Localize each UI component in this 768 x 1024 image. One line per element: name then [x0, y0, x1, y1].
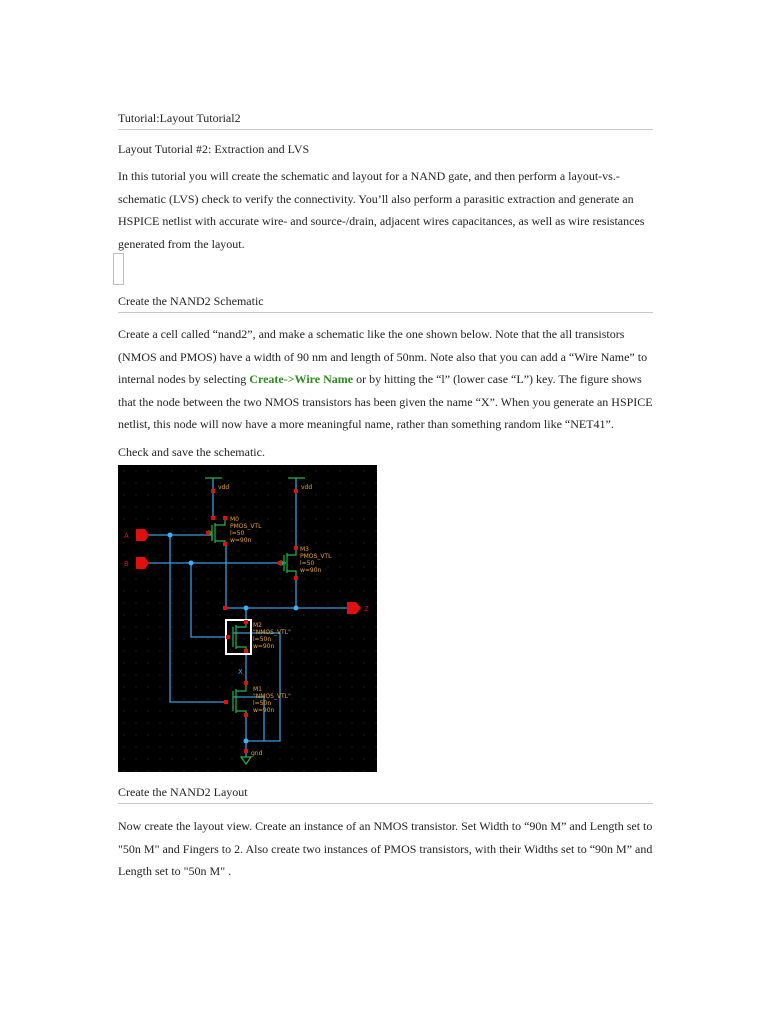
- pin-a-label: A: [124, 532, 129, 540]
- schematic-grid: [118, 465, 377, 772]
- pmos-right-model: PMOS_VTL: [300, 553, 332, 560]
- section-heading-schematic: Create the NAND2 Schematic: [118, 293, 653, 313]
- page-title: Tutorial:Layout Tutorial2: [118, 110, 653, 130]
- intro-paragraph: In this tutorial you will create the schematic and layout for a NAND gate, and then perform a layout-vs.-schematic (LVS) check to verify the connectivity. You’ll also perform a parasitic extraction and generate an HSPICE netlist with accurate wire- and source-/drain, adjacent wires capacitances, as well as wire resistances generated from the layout.: [118, 169, 645, 251]
- vdd-label-1: vdd: [218, 484, 230, 491]
- nmos-bottom-inst: M1: [253, 686, 262, 693]
- pmos-right-w: w=90n: [300, 567, 322, 574]
- schematic-instructions-paragraph: [118, 323, 653, 436]
- pmos-left-w: w=90n: [230, 537, 252, 544]
- pmos-left-l: l=50: [230, 530, 245, 537]
- nand2-schematic-figure: [118, 465, 377, 772]
- section-heading-layout: Create the NAND2 Layout: [118, 784, 653, 804]
- tutorial-subtitle: Layout Tutorial #2: Extraction and LVS: [118, 142, 310, 156]
- nmos-bottom-model: "NMOS_VTL": [253, 693, 291, 700]
- vdd-label-2: vdd: [301, 484, 313, 491]
- layout-instructions-paragraph: Now create the layout view. Create an instance of an NMOS transistor. Set Width to “90n M” and Length set to "50n M" and Fingers to 2. Also create two instances of PMOS transistors, with their Widths set to “90n M” and Length set to "50n M" .: [118, 819, 653, 878]
- pmos-right-l: l=50: [300, 560, 315, 567]
- pmos-left-inst: M0: [230, 516, 239, 523]
- empty-placeholder-box: [113, 253, 124, 285]
- schematic-instructions-text-2: or by hitting the “l” (lower case “L”) key. The figure shows that the node between the two NMOS transistors has been given the name “X”. When you generate an HSPICE netlist, this node will now have a more meaningful name, rather than something random like “NET41”.: [118, 372, 653, 431]
- nmos-top-l: l=50n: [253, 636, 272, 643]
- nmos-bottom-l: l=50n: [253, 700, 272, 707]
- check-save-text: Check and save the schematic.: [118, 445, 265, 459]
- node-x-label: X: [238, 668, 243, 676]
- pin-b-label: B: [124, 560, 129, 568]
- pmos-left-model: PMOS_VTL: [230, 523, 262, 530]
- nmos-bottom-w: w=90n: [253, 707, 275, 714]
- create-wire-name-menu-ref: Create->Wire Name: [249, 372, 354, 386]
- pmos-right-inst: M3: [300, 546, 309, 553]
- pin-z-label: Z: [364, 605, 369, 613]
- schematic-instructions-text-1: Create a cell called “nand2”, and make a schematic like the one shown below. Note that the all transistors (NMOS and PMOS) have a width of 90 nm and length of 50nm. Note also that you can add a “Wire Name” to internal nodes by selecting: [118, 327, 648, 386]
- nmos-top-model: "NMOS_VTL": [253, 629, 291, 636]
- nmos-top-inst: M2: [253, 622, 262, 629]
- nmos-top-w: w=90n: [253, 643, 275, 650]
- gnd-label: gnd: [251, 750, 263, 757]
